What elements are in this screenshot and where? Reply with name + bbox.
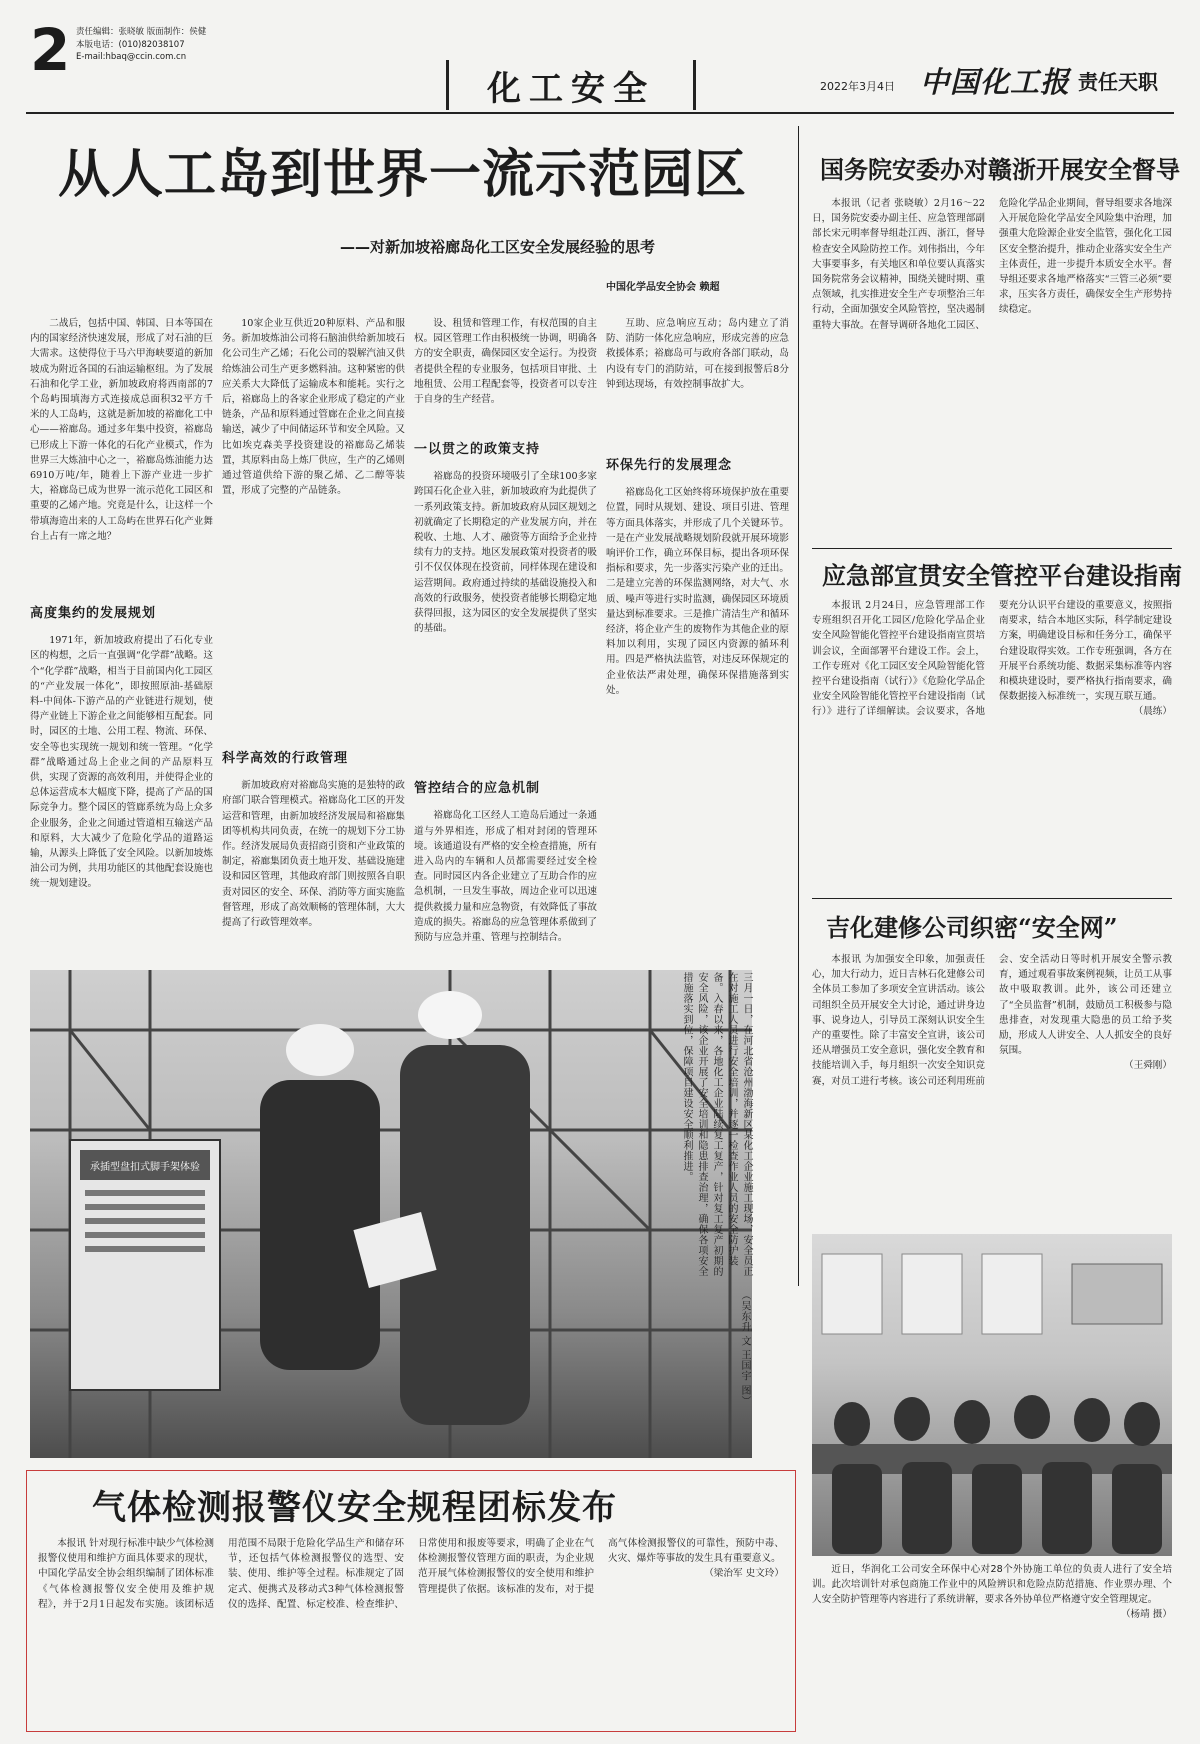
article-source: （晨练）	[1133, 706, 1172, 718]
photo-caption	[654, 972, 754, 1284]
caption-text: 近日，华润化工公司安全环保中心对28个外协施工单位的负责人进行了安全培训。此次培训针对承包商施工作业中的风险辨识和危险点防范措施、作业票办理、个人安全防护管理等内容进行了系统讲解，要求各外协单位严格遵守安全管理规定。	[812, 1564, 1172, 1605]
section-heading: 管控结合的应急机制	[414, 781, 541, 797]
lead-col-text: 设、租赁和管理工作，有权范围的自主权。园区管理工作由积极统一协调，明确各方的安全职责，确保园区安全运行。为投资者提供全程的专业服务，包括项目审批、土地租赁、公用工程配套等，投资者可以专注于自身的生产经营。	[414, 318, 597, 406]
section-title: 化工安全	[487, 68, 655, 109]
platform-text	[812, 598, 1172, 876]
meeting-photo	[812, 1234, 1172, 1556]
section-text: 新加坡政府对裕廊岛实施的是独特的政府部门联合管理模式。裕廊岛化工区的开发运营和管理，由新加坡经济发展局和裕廊集团等机构共同负责，在统一的规划下分工协作。经济发展局负责招商引资和产业政策的制定，裕廊集团负责土地开发、基础设施建设和园区管理，其他政府部门则按照各自职责对园区的安全、环保、消防等方面实施监督管理，形成了高效顺畅的管理体制，大大提高了行政管理效率。	[222, 780, 405, 929]
issue-date: 2022年3月4日	[820, 80, 895, 93]
email-line: E-mail:hbaq@ccin.com.cn	[76, 52, 187, 62]
meeting-illustration	[812, 1234, 1172, 1556]
editor-line: 责任编辑：张晓敏 版面制作：侯健	[76, 27, 207, 37]
section-heading: 高度集约的发展规划	[30, 606, 157, 621]
standard-text	[38, 1536, 784, 1724]
right-divider	[812, 898, 1172, 899]
masthead-rule	[26, 112, 1174, 114]
supervision-text	[812, 196, 1172, 541]
photo-credit: （吴东升 文 王国宇 图）	[739, 1290, 750, 1407]
article-body: 本报讯 2月24日，应急管理部工作专班组织召开化工园区/危险化学品企业安全风险智能化管控平台建设指南宣贯培训会议，全面部署平台建设工作。会上，工作专班对《化工园区安全风险智能化管控平台建设指南（试行）》《危险化学品企业安全风险智能化管控平台建设指南（试行）》进行了详细解读。会议要求，各地要充分认识平台建设的重要意义，按照指南要求，结合本地区实际，科学制定建设方案，明确建设目标和任务分工，确保平台建设取得实效。工作专班强调，各方在开展平台系统功能、数据采集标准等内容和模块建设时，要严格执行指南要求，确保数据接入标准统一，实现互联互通。	[812, 600, 1172, 718]
article-body: 本报讯 为加强安全印象，加强责任心，加大行动力，近日吉林石化建修公司全体员工参加了多项安全宣讲活动。该公司组织全员开展安全大讨论，通过讲身边事、说身边人，引导员工深刻认识安全生产的重要性。除了丰富安全宣讲，该公司还从增强员工安全意识，强化安全教育和技能培训入手，每月组织一次安全知识竞赛，对员工进行考核。该公司还利用班前会、安全活动日等时机开展安全警示教育，通过观看事故案例视频，让员工从事故中吸取教训。此外，该公司还建立了“全员监督”机制，鼓励员工积极参与隐患排查，对发现重大隐患的员工给予奖励，形成人人讲安全、人人抓安全的良好氛围。	[812, 954, 1172, 1087]
standard-headline: 气体检测报警仪安全规程团标发布	[92, 1488, 617, 1528]
caption-text: 三月一日，在河北省沧州渤海新区某化工企业施工现场，安全员正在对施工人员进行安全培训，并逐一检查作业人员的安全防护装备。入春以来，各地化工企业陆续复工复产，针对复工复产初期的安全风险，该企业开展了安全培训和隐患排查治理，确保各项安全措施落实到位，保障项目建设安全顺利推进。	[681, 972, 752, 1277]
hotline-line: 本版电话：(010)82038107	[76, 39, 185, 50]
editor-credits	[76, 26, 216, 64]
lead-col-1	[30, 316, 213, 1053]
lead-col-text: 互助、应急响应互动；岛内建立了消防、消防一体化应急响应，形成完善的应急救援体系；裕廊岛可与政府各部门联动，岛内设有专门的消防站，可在接到报警后8分钟到达现场，有效控制事故扩大。	[606, 318, 789, 390]
caption-credit: （杨靖 摄）	[1120, 1609, 1172, 1620]
right-divider	[812, 548, 1172, 549]
section-heading: 一以贯之的政策支持	[414, 442, 541, 457]
newspaper-logo: 中国化工报	[920, 65, 1071, 99]
jihua-text	[812, 952, 1172, 1220]
meeting-caption	[812, 1562, 1172, 1622]
lead-col-4	[606, 316, 789, 945]
jihua-headline: 吉化建修公司织密“安全网”	[826, 913, 1118, 942]
page-number: 2	[30, 16, 69, 84]
article-source: （梁治军 史文玲）	[704, 1568, 784, 1580]
scaffold-illustration	[30, 970, 752, 1458]
lead-intro: 二战后，包括中国、韩国、日本等国在内的国家经济快速发展，形成了对石油的巨大需求。这使得位于马六甲海峡要道的新加坡成为附近各国的石油运输枢纽。为了发展石油和化学工业，新加坡政府将西南部的7个岛屿围填海方式连接成总面积32平方千米的人工岛屿，这就是新加坡的裕廊化工中心——裕廊岛。通过多年集中投资，裕廊岛已形成上下游一体化的石化产业模式，作为世界三大炼油中心之一，裕廊岛炼油能力达6910万吨/年，随着上下游产业进一步扩大，裕廊岛已成为世界一流示范化工园区和重要的乙烯产地。究竟是什么，让这样一个带填海造出来的人工岛屿在世界石化产业舞台上占有一席之地？	[30, 318, 213, 542]
section-heading: 科学高效的行政管理	[222, 751, 349, 766]
logo-slogan: 责任天职	[1078, 70, 1158, 94]
article-source: （王舜刚）	[1124, 1060, 1172, 1072]
lead-col-2	[222, 316, 405, 1008]
section-text: 1971年，新加坡政府提出了石化专业区的构想，之后一直强调“化学群”战略。这个“化学群”战略，相当于目前国内化工园区的“产业发展一体化”，即按照原油-基础原料-中间体-下游产品的产业链进行规划，使得产业链上下游企业之间能够相互配套。同时，园区的土地、公用工程、物流、环保、安全等也实现统一规划和统一管理。“化学群”战略通过岛上企业之间的产品原料互供，实现了资源的高效利用，并使得企业的总体运营成本大幅度下降，提高了产品的国际竞争力。整个园区的管廊系统为岛上众多企业服务，企业之间通过管道相互输送产品和原料，大大减少了危险化学品的道路运输，从源头上降低了安全风险。以新加坡炼油公司为例，共用功能区的其他配套设施也统一规划建设。	[30, 635, 213, 890]
section-text: 裕廊岛化工区始终将环境保护放在重要位置，同时从规划、建设、项目引进、管理等方面具体落实，并形成了几个关键环节。一是在产业发展战略规划阶段就开展环境影响评价工作，确立环保目标，提出各项环保指标和要求，先一步落实污染产业的迁出。二是建立完善的环保监测网络，对大气、水质、噪声等进行实时监测，确保园区环境质量达到标准要求。三是推广清洁生产和循环经济，将企业产生的废物作为其他企业的原料加以利用，实现了园区内资源的循环利用。四是严格执法监管，对违反环保规定的企业依法严肃处理，确保环保措施落到实处。	[606, 487, 789, 696]
lead-headline: 从人工岛到世界一流示范园区	[58, 144, 748, 205]
supervision-headline: 国务院安委办对赣浙开展安全督导	[820, 155, 1180, 184]
lead-col-3	[414, 316, 597, 944]
lead-subheadline: ——对新加坡裕廊岛化工区安全发展经验的思考	[340, 238, 656, 256]
section-heading: 环保先行的发展理念	[606, 458, 733, 473]
construction-photo	[30, 970, 752, 1458]
section-text: 裕廊岛的投资环境吸引了全球100多家跨国石化企业入驻，新加坡政府为此提供了一系列政策支持。新加坡政府从园区规划之初就确定了长期稳定的产业发展方向，并在税收、土地、人才、融资等方面给予企业持续有力的支持。地区发展政策对投资者的吸引不仅仅体现在投资前，同样体现在建设和运营期间。政府通过持续的基础设施投入和高效的行政服务，使投资者能够长期稳定地获得回报，这为园区的安全发展提供了坚实的基础。	[414, 471, 597, 635]
section-text: 裕廊岛化工区经人工造岛后通过一条通道与外界相连，形成了相对封闭的管理环境。该通道设有严格的安全检查措施，所有进入岛内的车辆和人员都需要经过安全检查。同时园区内各企业建立了互助合作的应急机制，一旦发生事故，周边企业可以迅速提供救援力量和应急物资，有效降低了事故造成的损失。裕廊岛的应急管理体系做到了预防与应急并重、管理与控制结合。	[414, 810, 597, 944]
lead-byline: 中国化学品安全协会 赖超	[606, 282, 720, 293]
section-title-box	[446, 60, 696, 110]
lead-col-text: 10家企业互供近20种原料、产品和服务。新加坡炼油公司将石脑油供给新加坡石化公司生产乙烯；石化公司的裂解汽油又供给炼油公司生产更多燃料油。这种紧密的供应关系大大降低了运输成本和能耗。实行之后，裕廊岛上的各家企业形成了稳定的产业链条，产品和原料通过管廊在企业之间直接输送，减少了中间储运环节和安全风险。又比如埃克森美孚投资建设的裕廊岛乙烯装置，其原料由岛上炼厂供应，生产的乙烯则通过管道供给下游的聚乙烯、乙二醇等装置，形成了完整的产品链条。	[222, 318, 405, 497]
vertical-divider	[798, 126, 799, 1286]
article-body: 本报讯 针对现行标准中缺少气体检测报警仪使用和维护方面具体要求的现状，中国化学品安全协会组织编制了团体标准《气体检测报警仪安全使用及维护规程》，并于2月1日起发布实施。该团标适用范围不局限于危险化学品生产和储存环节，还包括气体检测报警仪的选型、安装、使用、维护等全过程。标准规定了固定式、便携式及移动式3种气体检测报警仪的选择、配置、标定校准、检查维护、日常使用和报废等要求，明确了企业在气体检测报警仪管理方面的职责，为企业规范开展气体检测报警仪的安全使用和维护管理提供了依据。该标准的发布，对于提高气体检测报警仪的可靠性，预防中毒、火灾、爆炸等事故的发生具有重要意义。	[38, 1538, 784, 1610]
platform-headline: 应急部宣贯安全管控平台建设指南	[822, 561, 1182, 590]
sign-text: 承插型盘扣式脚手架体验	[90, 1162, 200, 1173]
article-body: 本报讯（记者 张晓敏）2月16～22日，国务院安委办副主任、应急管理部副部长宋元明率督导组赴江西、浙江，督导检查安全风险防控工作。刘伟指出，今年大事要事多，有关地区和单位要认真落实国务院常务会议精神，围绕关键时期、重点领域，扎实推进安全生产专项整治三年行动，全面加强安全风险管控，坚决遏制重特大事故。在督导调研各地化工园区、危险化学品企业期间，督导组要求各地深入开展危险化学品安全风险集中治理，加强重大危险源企业安全监管，强化化工园区安全整治提升，推动企业落实安全生产主体责任，进一步提升本质安全水平。督导组还要求各地严格落实“三管三必须”要求，压实各方责任，确保安全生产形势持续稳定。	[812, 198, 1172, 331]
